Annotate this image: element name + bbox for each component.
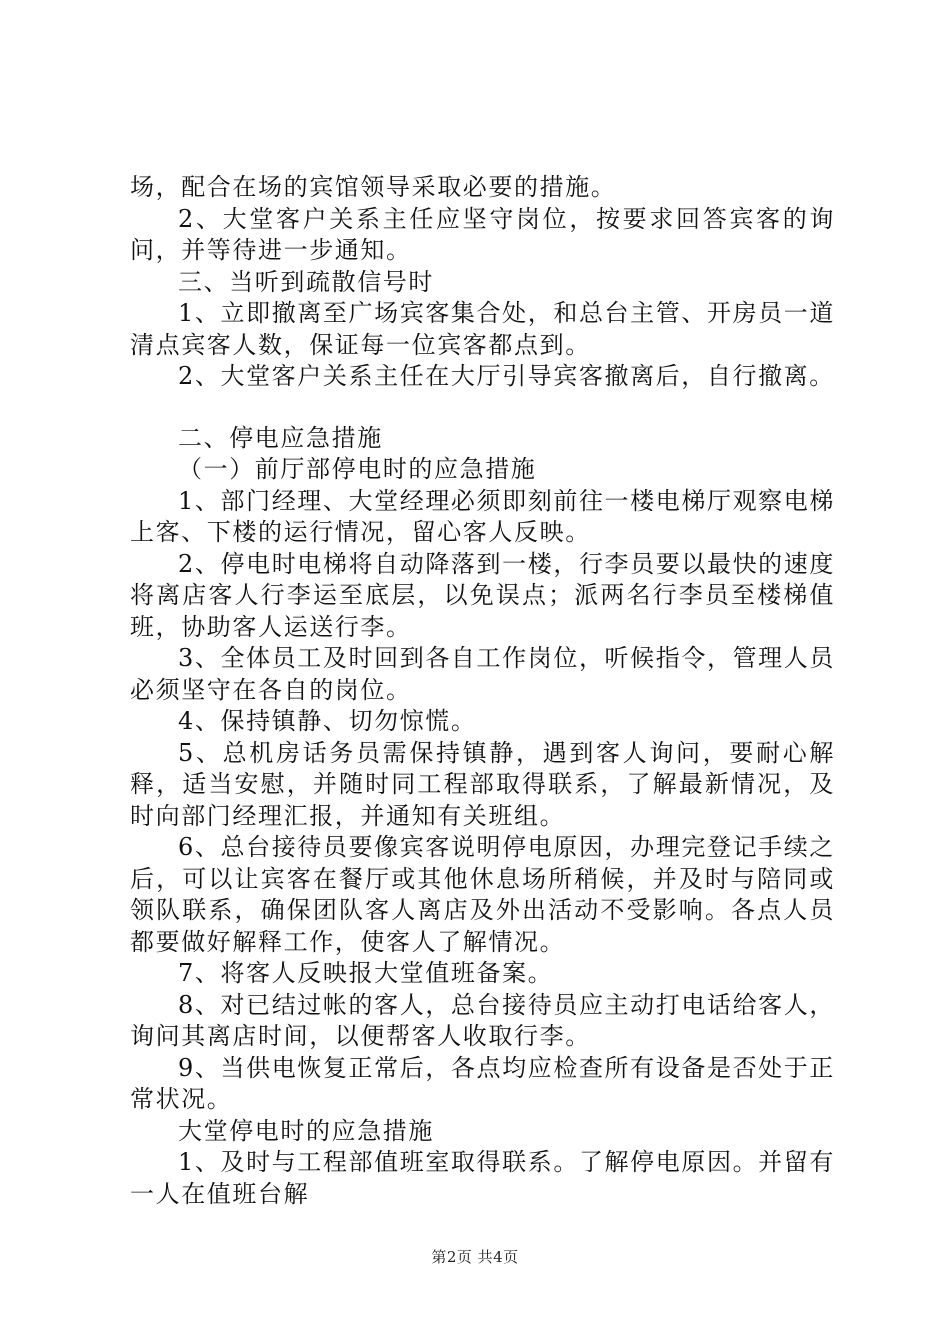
section-heading-power-outage: 二、停电应急措施 <box>178 423 383 452</box>
paragraph-9: 2、停电时电梯将自动降落到一楼，行李员要以最快的速度将离店客人行李运至底层，以免误点；派两名行李员至楼梯值班，协助客人运送行李。 <box>130 549 835 641</box>
section-heading-evacuation: 三、当听到疏散信号时 <box>178 267 434 296</box>
paragraph-14: 7、将客人反映报大堂值班备案。 <box>178 959 554 987</box>
paragraph-10: 3、全体员工及时回到各自工作岗位，听候指令，管理人员必须坚守在各自的岗位。 <box>130 644 835 704</box>
subsection-heading-lobby: 大堂停电时的应急措施 <box>178 1116 434 1145</box>
paragraph-11: 4、保持镇静、切勿惊慌。 <box>178 707 477 735</box>
page-footer <box>0 1246 950 1267</box>
paragraph-15: 8、对已结过帐的客人，总台接待员应主动打电话给客人，询问其离店时间，以便帮客人收取行李。 <box>130 990 835 1050</box>
paragraph-2: 2、大堂客户关系主任应坚守岗位，按要求回答宾客的询问，并等待进一步通知。 <box>130 204 835 264</box>
paragraph-13: 6、总台接待员要像宾客说明停电原因，办理完登记手续之后，可以让宾客在餐厅或其他休息场所稍候，并及时与陪同或领队联系，确保团队客人离店及外出活动不受影响。各点人员都要做好解释工作，使客人了解情况。 <box>130 833 835 956</box>
subsection-heading-front-office: （一）前厅部停电时的应急措施 <box>178 455 537 483</box>
document-body <box>130 172 835 1210</box>
paragraph-12: 5、总机房话务员需保持镇静，遇到客人询问，要耐心解释，适当安慰，并随时同工程部取得联系，了解最新情况，及时向部门经理汇报，并通知有关班组。 <box>130 738 835 830</box>
page-number: 第2页 共4页 <box>431 1248 519 1266</box>
paragraph-5: 2、大堂客户关系主任在大厅引导宾客撤离后，自行撤离。 <box>178 362 835 390</box>
paragraph-18: 1、及时与工程部值班室取得联系。了解停电原因。并留有一人在值班台解 <box>130 1148 835 1208</box>
paragraph-1: 场，配合在场的宾馆领导采取必要的措施。 <box>130 173 617 201</box>
section-spacer <box>130 393 835 423</box>
paragraph-16: 9、当供电恢复正常后，各点均应检查所有设备是否处于正常状况。 <box>130 1053 835 1113</box>
paragraph-4: 1、立即撤离至广场宾客集合处，和总台主管、开房员一道清点宾客人数，保证每一位宾客都点到。 <box>130 299 835 359</box>
paragraph-8: 1、部门经理、大堂经理必须即刻前往一楼电梯厅观察电梯上客、下楼的运行情况，留心客人反映。 <box>130 486 835 546</box>
